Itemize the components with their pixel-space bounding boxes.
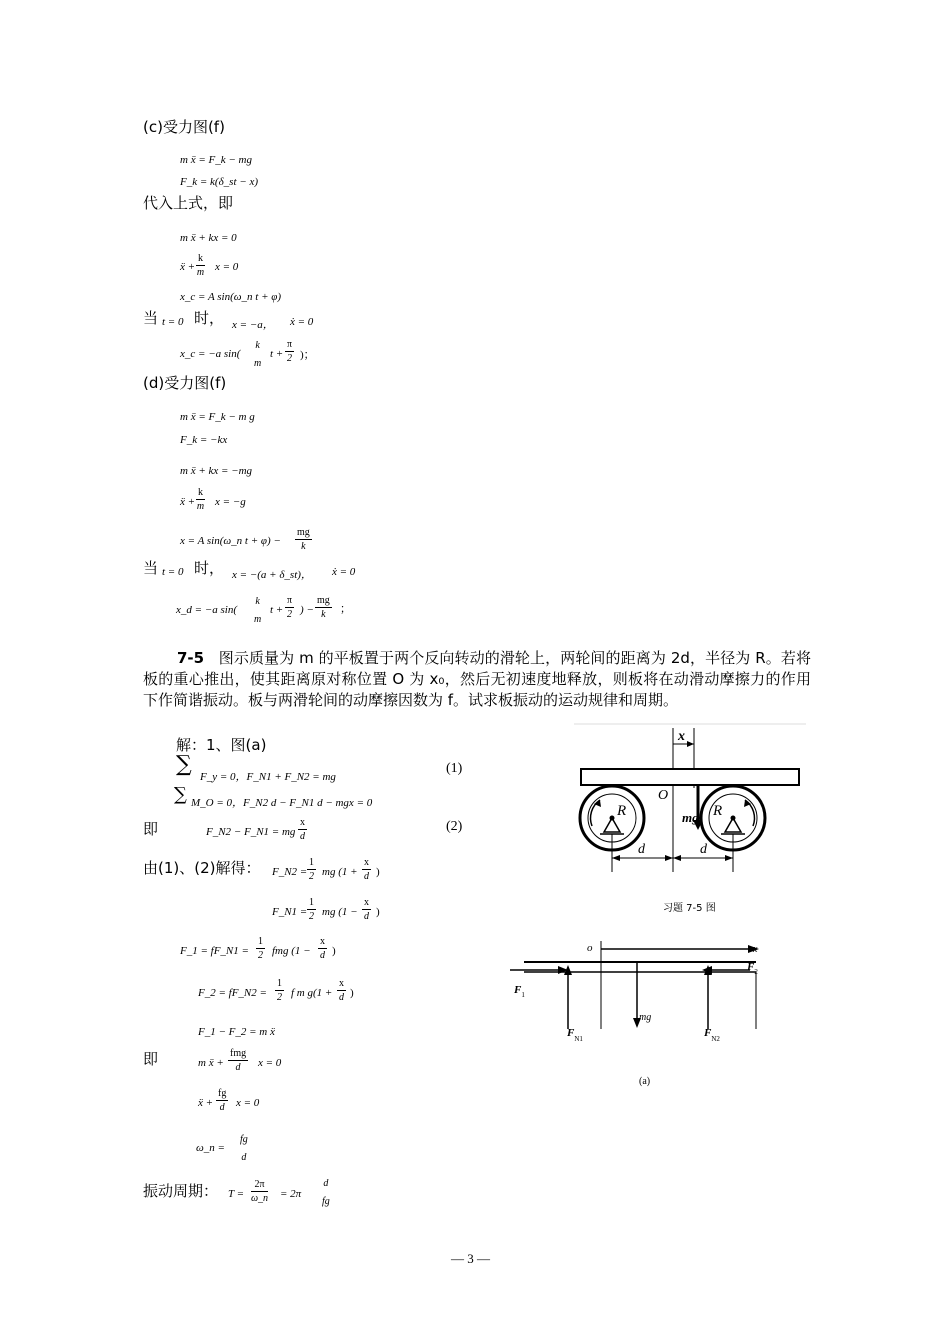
f1-rest: fmg (1 − <box>272 945 311 957</box>
eq-c-1: m ẍ = F_k − mg <box>180 154 252 166</box>
period-sqrt: d fg <box>322 1178 330 1207</box>
result-d-end: ) − <box>300 604 314 616</box>
result-c-end: )； <box>300 349 315 361</box>
plate <box>581 769 799 785</box>
eq-d-4-lhs: ẍ + <box>180 496 196 508</box>
you-text: 由(1)、(2)解得： <box>143 859 261 877</box>
result-c-lhs: x_c = −a sin( <box>180 348 241 360</box>
figure-rollers <box>570 722 810 922</box>
fig-top-o-label: O <box>658 788 669 803</box>
sum-symbol-y: ∑ <box>176 752 192 777</box>
solution-intro: 解：1、图(a) <box>176 736 267 754</box>
page-number: — 3 — <box>451 1251 490 1266</box>
eq-c-4-lhs: ẍ + <box>180 261 196 273</box>
eq-motion-lhs: m ẍ + <box>198 1057 224 1069</box>
f1-frac: $\frac{x}{d}$ <box>320 936 325 961</box>
sum-symbol-m: ∑ <box>174 784 187 805</box>
fig-a-fn2-label: $F_{N2}$ <box>704 1027 720 1043</box>
fig-top-r-right: R <box>713 803 723 819</box>
f2-close: ) <box>350 987 354 999</box>
eq-c-4-frac: $\frac{k}{m}$ <box>196 253 205 278</box>
fig-top-caption: 习题 7-5 图 <box>663 903 716 914</box>
period-eq: = 2π <box>280 1188 302 1200</box>
result-d-mid: t + <box>270 604 284 616</box>
eq-d-5-frac: $\frac{mg}{k}$ <box>297 527 310 552</box>
f1-lhs: F_1 = fF_N1 = <box>180 945 249 957</box>
ji-1: 即 <box>143 820 159 838</box>
eq-std-frac: $\frac{fg}{d}$ <box>218 1088 227 1113</box>
cond-d-xdot: ẋ = 0 <box>332 566 356 578</box>
f1-half: $\frac{1}{2}$ <box>258 936 263 961</box>
cond-c-x: x = −a， <box>232 319 274 331</box>
eq-motion-end: x = 0 <box>258 1057 282 1069</box>
eq-std-lhs: ẍ + <box>198 1097 214 1109</box>
f2-frac: $\frac{x}{d}$ <box>339 978 344 1003</box>
eq-diff: F_N2 − F_N1 = mg <box>206 826 296 838</box>
period-lhs: T = <box>228 1188 245 1200</box>
fig-top-r-left: R <box>617 803 627 819</box>
fn1-rest: mg (1 − <box>322 906 358 918</box>
eq-d-2: F_k = −kx <box>180 434 228 446</box>
eq-c-5: x_c = A sin(ω_n t + φ) <box>180 291 282 303</box>
fn1-lhs: F_N1 = <box>272 906 308 918</box>
eq-d-4-frac: $\frac{k}{m}$ <box>196 487 205 512</box>
fn1-frac: $\frac{x}{d}$ <box>364 897 369 922</box>
fig-top-x-label: x <box>678 729 685 744</box>
when-c: 当 <box>143 309 159 327</box>
cond-d-x: x = −(a + δ_st)， <box>232 569 312 581</box>
fn2-frac: $\frac{x}{d}$ <box>364 857 369 882</box>
result-c-pi-frac: $\frac{\pi}{2}$ <box>287 339 293 364</box>
fn2-close: ) <box>376 866 380 878</box>
fig-a-o-label: o <box>587 942 593 954</box>
problem-number: 7-5 <box>177 649 205 667</box>
eq-c-2: F_k = k(δ_st − x) <box>180 176 258 188</box>
period-frac: $\frac{2\pi}{\omega\_n}$ <box>251 1179 269 1204</box>
eq-sum-y: F_y = 0，F_N1 + F_N2 = mg <box>200 771 336 783</box>
substitute-text: 代入上式，即 <box>143 194 234 212</box>
fig-a-caption: (a) <box>639 1076 651 1087</box>
fig-a-mg-label: mg <box>639 1012 652 1023</box>
newton-eq: F_1 − F_2 = m ẍ <box>198 1026 275 1038</box>
label-2: (2) <box>446 819 463 834</box>
fig-a-f2-label: $F_2$ <box>747 961 758 976</box>
eq-d-4: x = −g <box>215 496 246 508</box>
fn2-lhs: F_N2 = <box>272 866 308 878</box>
ji-2: 即 <box>143 1050 159 1068</box>
problem-text: 图示质量为 m 的平板置于两个反向转动的滑轮上，两轮间的距离为 2d，半径为 R。若将板的重心推出，使其距离原对称位置 O 为 x₀，然后无初速度地释放，则板将在动滑动摩擦力的作用下作简谐振动。板与两滑轮间的动摩擦因数为 f。试求板振动的运动规律和周期。 <box>143 649 811 709</box>
result-c-t: t + <box>270 348 284 360</box>
fn1-close: ) <box>376 906 380 918</box>
section-d-heading: (d)受力图(f) <box>143 374 227 392</box>
f2-half: $\frac{1}{2}$ <box>277 978 282 1003</box>
cond-c-xdot: ẋ = 0 <box>290 316 314 328</box>
omega-lhs: ω_n = <box>196 1142 225 1154</box>
fig-a-fn1-label: $F_{N1}$ <box>567 1027 583 1043</box>
result-d-lhs: x_d = −a sin( <box>176 604 237 616</box>
fig-a-f1-label: $F_1$ <box>514 984 525 999</box>
f2-lhs: F_2 = fF_N2 = <box>198 987 267 999</box>
result-d-semicolon: ； <box>340 603 351 615</box>
eq-c-3: m ẍ + kx = 0 <box>180 232 237 244</box>
eq-sum-m: M_O = 0，F_N2 d − F_N1 d − mgx = 0 <box>191 797 373 809</box>
cond-c-shi: 时， <box>194 309 225 327</box>
fn2-half: $\frac{1}{2}$ <box>309 857 314 882</box>
result-d-sqrt: k m <box>254 596 262 625</box>
fn2-rest: mg (1 + <box>322 866 358 878</box>
fig-top-mg-label: mg <box>682 810 699 825</box>
result-d-pi-frac: $\frac{\pi}{2}$ <box>287 595 293 620</box>
cond-c-t: t = 0 <box>162 316 184 328</box>
problem-statement <box>143 648 811 711</box>
fn1-half: $\frac{1}{2}$ <box>309 897 314 922</box>
eq-d-1: m ẍ = F_k − m g <box>180 411 255 423</box>
eq-diff-frac: $\frac{x}{d}$ <box>300 817 305 842</box>
f2-rest: f m g(1 + <box>291 987 333 999</box>
label-1: (1) <box>446 761 463 776</box>
when-d: 当 <box>143 559 159 577</box>
eq-motion-frac: fmg d <box>230 1048 247 1073</box>
fig-a-x-label: x <box>753 944 758 955</box>
section-c-heading: (c)受力图(f) <box>143 118 225 136</box>
eq-d-5: x = A sin(ω_n t + φ) − <box>180 535 281 547</box>
eq-c-4-rhs: x = 0 <box>215 261 239 273</box>
eq-d-3: m ẍ + kx = −mg <box>180 465 253 477</box>
figure-a <box>500 935 780 1070</box>
cond-d-shi: 时， <box>194 559 225 577</box>
result-d-frac: $\frac{mg}{k}$ <box>317 595 330 620</box>
fig-top-d-left: d <box>638 842 645 857</box>
cond-d-t: t = 0 <box>162 566 184 578</box>
period-label: 振动周期： <box>143 1182 219 1200</box>
f1-close: ) <box>332 945 336 957</box>
omega-frac: fg d <box>240 1134 248 1163</box>
fig-top-d-right: d <box>700 842 707 857</box>
result-c-sqrt: k m <box>254 340 262 369</box>
eq-std-end: x = 0 <box>236 1097 260 1109</box>
